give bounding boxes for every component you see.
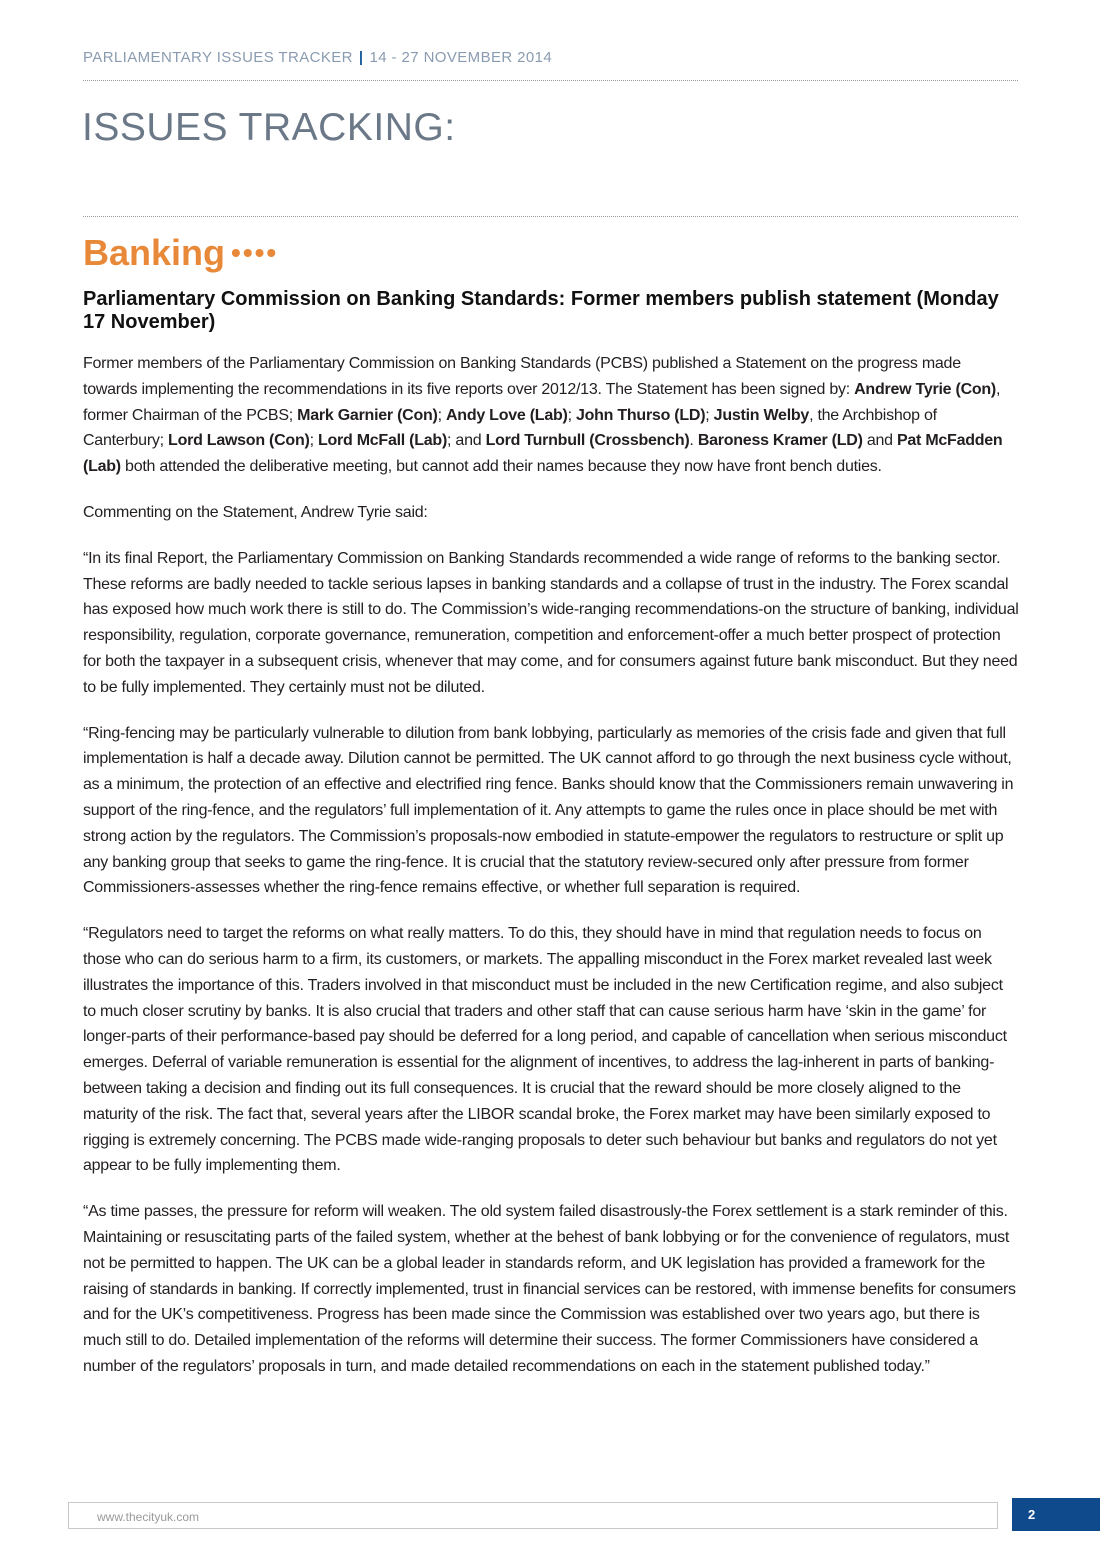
section-heading: [83, 232, 278, 274]
intro-text-run: and: [862, 432, 897, 450]
signatory-name: Lord McFall (Lab): [317, 432, 448, 450]
publication-name: PARLIAMENTARY ISSUES TRACKER: [83, 49, 353, 66]
signatory-name: Mark Garnier (Con): [297, 406, 438, 424]
intro-paragraph: [83, 351, 1019, 480]
body-paragraph: “In its final Report, the Parliamentary Commission on Banking Standards recommended a wide range of reforms to the banking sector. These reforms are badly needed to tackle serious lapses in banking standards and a collapse of trust in the industry. The Forex scandal has exposed how much work there is still to do. The Commission’s wide-ranging recommendations-on the structure of banking, individual responsibility, regulation, corporate governance, remuneration, competition and enforcement-offer a much better prospect of protection for both the taxpayer in a subsequent crisis, whenever that may come, and for consumers against future bank misconduct. But they need to be fully implemented. They certainly must not be diluted.: [83, 549, 1019, 696]
footer-url[interactable]: www.thecityuk.com: [97, 1510, 200, 1524]
intro-text-run: both attended the deliberative meeting, but cannot add their names because they now have front bench duties.: [120, 458, 882, 476]
article-title: Parliamentary Commission on Banking Standards: Former members publish statement (Monday 17 November): [83, 288, 999, 333]
intro-text-run: , the Archbishop of Canterbury;: [83, 406, 937, 450]
intro-text-run: , former Chairman of the PCBS;: [83, 380, 1001, 424]
page-number: 2: [1028, 1507, 1036, 1522]
body-paragraph: “Ring-fencing may be particularly vulnerable to dilution from bank lobbying, particularly as memories of the crisis fade and given that full implementation is half a decade away. Dilution cannot be permitted. The UK cannot afford to go through the next business cycle without, as a minimum, the protection of an effective and electrified ring fence. Banks should know that the Commissioners remain unwavering in support of the ring-fence, and the regulators’ full implementation of it. Any attempts to game the rules once in place should be met with strong action by the regulators. The Commission’s proposals-now embodied in statute-empower the regulators to restructure or split up any banking group that seeks to game the ring-fence. It is crucial that the statutory review-secured only after pressure from former Commissioners-assesses whether the ring-fence remains effective, or whether full separation is required.: [83, 724, 1014, 897]
intro-text-run: Former members of the Parliamentary Commission on Banking Standards (PCBS) published a Statement on the progress made towards implementing the recommendations in its five reports over 2012/13. The Statement has been signed by:: [83, 355, 961, 398]
intro-text-run: ;: [705, 406, 714, 424]
intro-text-run: ;: [437, 406, 446, 424]
signatory-name: Andy Love (Lab): [445, 406, 568, 424]
section-divider: [83, 216, 1018, 217]
footer-bar: [68, 1502, 998, 1529]
intro-text-run: ; and: [447, 432, 486, 450]
header-divider: [83, 80, 1018, 81]
signatory-name: John Thurso (LD): [575, 406, 706, 424]
intro-text-run: .: [689, 432, 698, 450]
section-heading-text: Banking: [83, 232, 226, 273]
page-number-badge: [1012, 1498, 1100, 1531]
signatory-name: Andrew Tyrie (Con): [854, 380, 996, 398]
header-separator: |: [358, 49, 364, 66]
signatory-name: Lord Turnbull (Crossbench): [485, 432, 690, 450]
body-paragraph: Commenting on the Statement, Andrew Tyrie said:: [83, 503, 428, 521]
article-body: [83, 351, 1019, 1400]
intro-text-run: ;: [309, 432, 318, 450]
signatory-name: Justin Welby: [713, 406, 810, 424]
signatory-name: Lord Lawson (Con): [168, 432, 310, 450]
signatory-name: Pat McFadden (Lab): [83, 432, 1003, 476]
issue-dates: 14 - 27 NOVEMBER 2014: [369, 49, 553, 66]
page-title: ISSUES TRACKING:: [82, 106, 456, 149]
body-paragraph: “Regulators need to target the reforms on what really matters. To do this, they should have in mind that regulation needs to focus on those who can do serious harm to a firm, its customers, or markets. The appalling misconduct in the Forex market revealed last week illustrates the importance of this. Traders involved in that misconduct must be included in the new Certification regime, and also subject to much closer scrutiny by banks. It is also crucial that traders and other staff that can cause serious harm have ‘skin in the game’ for longer-parts of their performance-based pay should be deferred for a long period, and capable of cancellation when serious misconduct emerges. Deferral of variable remuneration is essential for the alignment of incentives, to address the lag-inherent in parts of banking-between taking a decision and finding out its full consequences. It is crucial that the reward should be more closely aligned to the maturity of the risk. The fact that, several years after the LIBOR scandal broke, the Forex market may have been similarly exposed to rigging is extremely concerning. The PCBS made wide-ranging proposals to deter such behaviour but banks and regulators do not yet appear to be fully implementing them.: [83, 925, 1007, 1175]
body-paragraph: “As time passes, the pressure for reform will weaken. The old system failed disastrously-the Forex settlement is a stark reminder of this. Maintaining or resuscitating parts of the failed system, whether at the behest of bank lobbying or for the convenience of regulators, must not be permitted to happen. The UK can be a global leader in standards reform, and UK legislation has provided a framework for the raising of standards in banking. If correctly implemented, trust in financial services can be restored, with immense benefits for consumers and for the UK’s competitiveness. Progress has been made since the Commission was established over two years ago, but there is much still to do. Detailed implementation of the reforms will determine their success. The former Commissioners have considered a number of the regulators’ proposals in turn, and made detailed recommendations on each in the statement published today.”: [83, 1203, 1016, 1375]
signatory-name: Baroness Kramer (LD): [697, 432, 863, 450]
intro-text-run: ;: [567, 406, 576, 424]
running-header: [83, 49, 552, 66]
priority-dots: ••••: [231, 237, 279, 268]
